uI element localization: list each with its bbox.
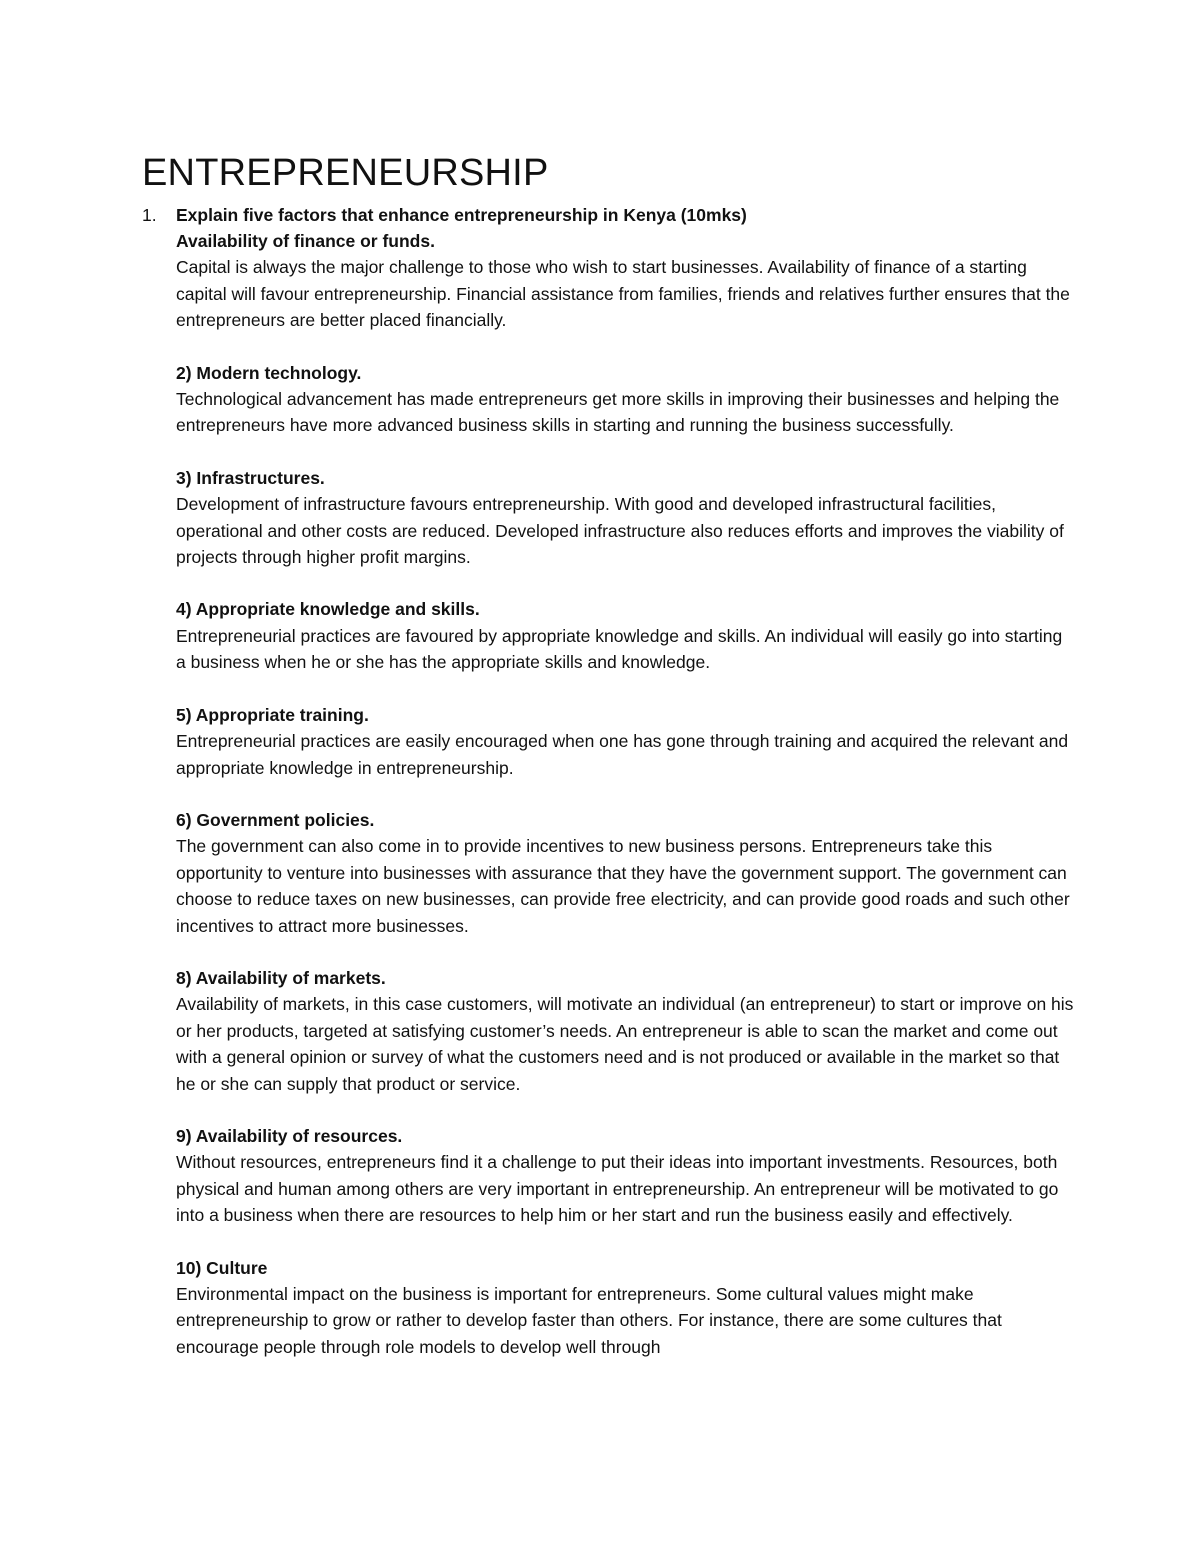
factor-item-finance	[176, 228, 1076, 334]
factor-body: Capital is always the major challenge to those who wish to start businesses. Availability of finance of a starting capital will favour entrepreneurship. Financial assistance from families, friends and relatives further ensures that the entrepreneurs are better placed financially.	[176, 257, 1070, 331]
factor-item-technology	[176, 360, 1076, 439]
document-title: ENTREPRENEURSHIP	[142, 152, 549, 194]
factor-body: Availability of markets, in this case customers, will motivate an individual (an entrepreneur) to start or improve on his or her products, targeted at satisfying customer’s needs. An entrepreneur is able to scan the market and come out with a general opinion or survey of what the customers need and is not produced or available in the market so that he or she can supply that product or service.	[176, 994, 1074, 1094]
factor-heading: 10) Culture	[176, 1257, 268, 1278]
factor-item-knowledge	[176, 596, 1076, 675]
factor-item-resources	[176, 1123, 1076, 1229]
factor-heading: 5) Appropriate training.	[176, 704, 369, 725]
question-text: Explain five factors that enhance entrepreneurship in Kenya (10mks)	[176, 205, 747, 225]
factor-heading: 6) Government policies.	[176, 809, 375, 830]
factor-body: Technological advancement has made entrepreneurs get more skills in improving their businesses and helping the entrepreneurs have more advanced business skills in starting and running the business successfully.	[176, 389, 1060, 436]
factor-heading: 3) Infrastructures.	[176, 467, 325, 488]
factor-heading: 2) Modern technology.	[176, 362, 362, 383]
factor-heading: 8) Availability of markets.	[176, 967, 386, 988]
factor-body: Development of infrastructure favours entrepreneurship. With good and developed infrastructural facilities, operational and other costs are reduced. Developed infrastructure also reduces efforts and improves the viability of projects through higher profit margins.	[176, 494, 1064, 568]
factor-item-training	[176, 702, 1076, 781]
factor-heading: 4) Appropriate knowledge and skills.	[176, 599, 480, 620]
factor-item-government	[176, 807, 1076, 939]
factor-heading: 9) Availability of resources.	[176, 1125, 403, 1146]
question-number: 1.	[142, 205, 157, 225]
factor-list	[176, 228, 1076, 1386]
factor-body: The government can also come in to provide incentives to new business persons. Entrepreneurs take this opportunity to venture into businesses with assurance that they have the government support. The government can choose to reduce taxes on new businesses, can provide free electricity, and can provide good roads and such other incentives to attract more businesses.	[176, 836, 1070, 936]
factor-heading: Availability of finance or funds.	[176, 231, 435, 251]
factor-body: Entrepreneurial practices are easily encouraged when one has gone through training and acquired the relevant and appropriate knowledge in entrepreneurship.	[176, 731, 1069, 778]
factor-item-culture	[176, 1255, 1076, 1361]
factor-body: Entrepreneurial practices are favoured by appropriate knowledge and skills. An individual will easily go into starting a business when he or she has the appropriate skills and knowledge.	[176, 625, 1063, 673]
factor-body: Environmental impact on the business is important for entrepreneurs. Some cultural values might make entrepreneurship to grow or rather to develop faster than others. For instance, there are some cultures that encourage people through role models to develop well through	[176, 1284, 1002, 1357]
factor-item-infrastructure	[176, 465, 1076, 571]
factor-item-markets	[176, 965, 1076, 1097]
factor-body: Without resources, entrepreneurs find it a challenge to put their ideas into important investments. Resources, both physical and human among others are very important in entrepreneurship. An entrepreneur will be motivated to go into a business when there are resources to help him or her start and run the business easily and effectively.	[176, 1152, 1059, 1226]
